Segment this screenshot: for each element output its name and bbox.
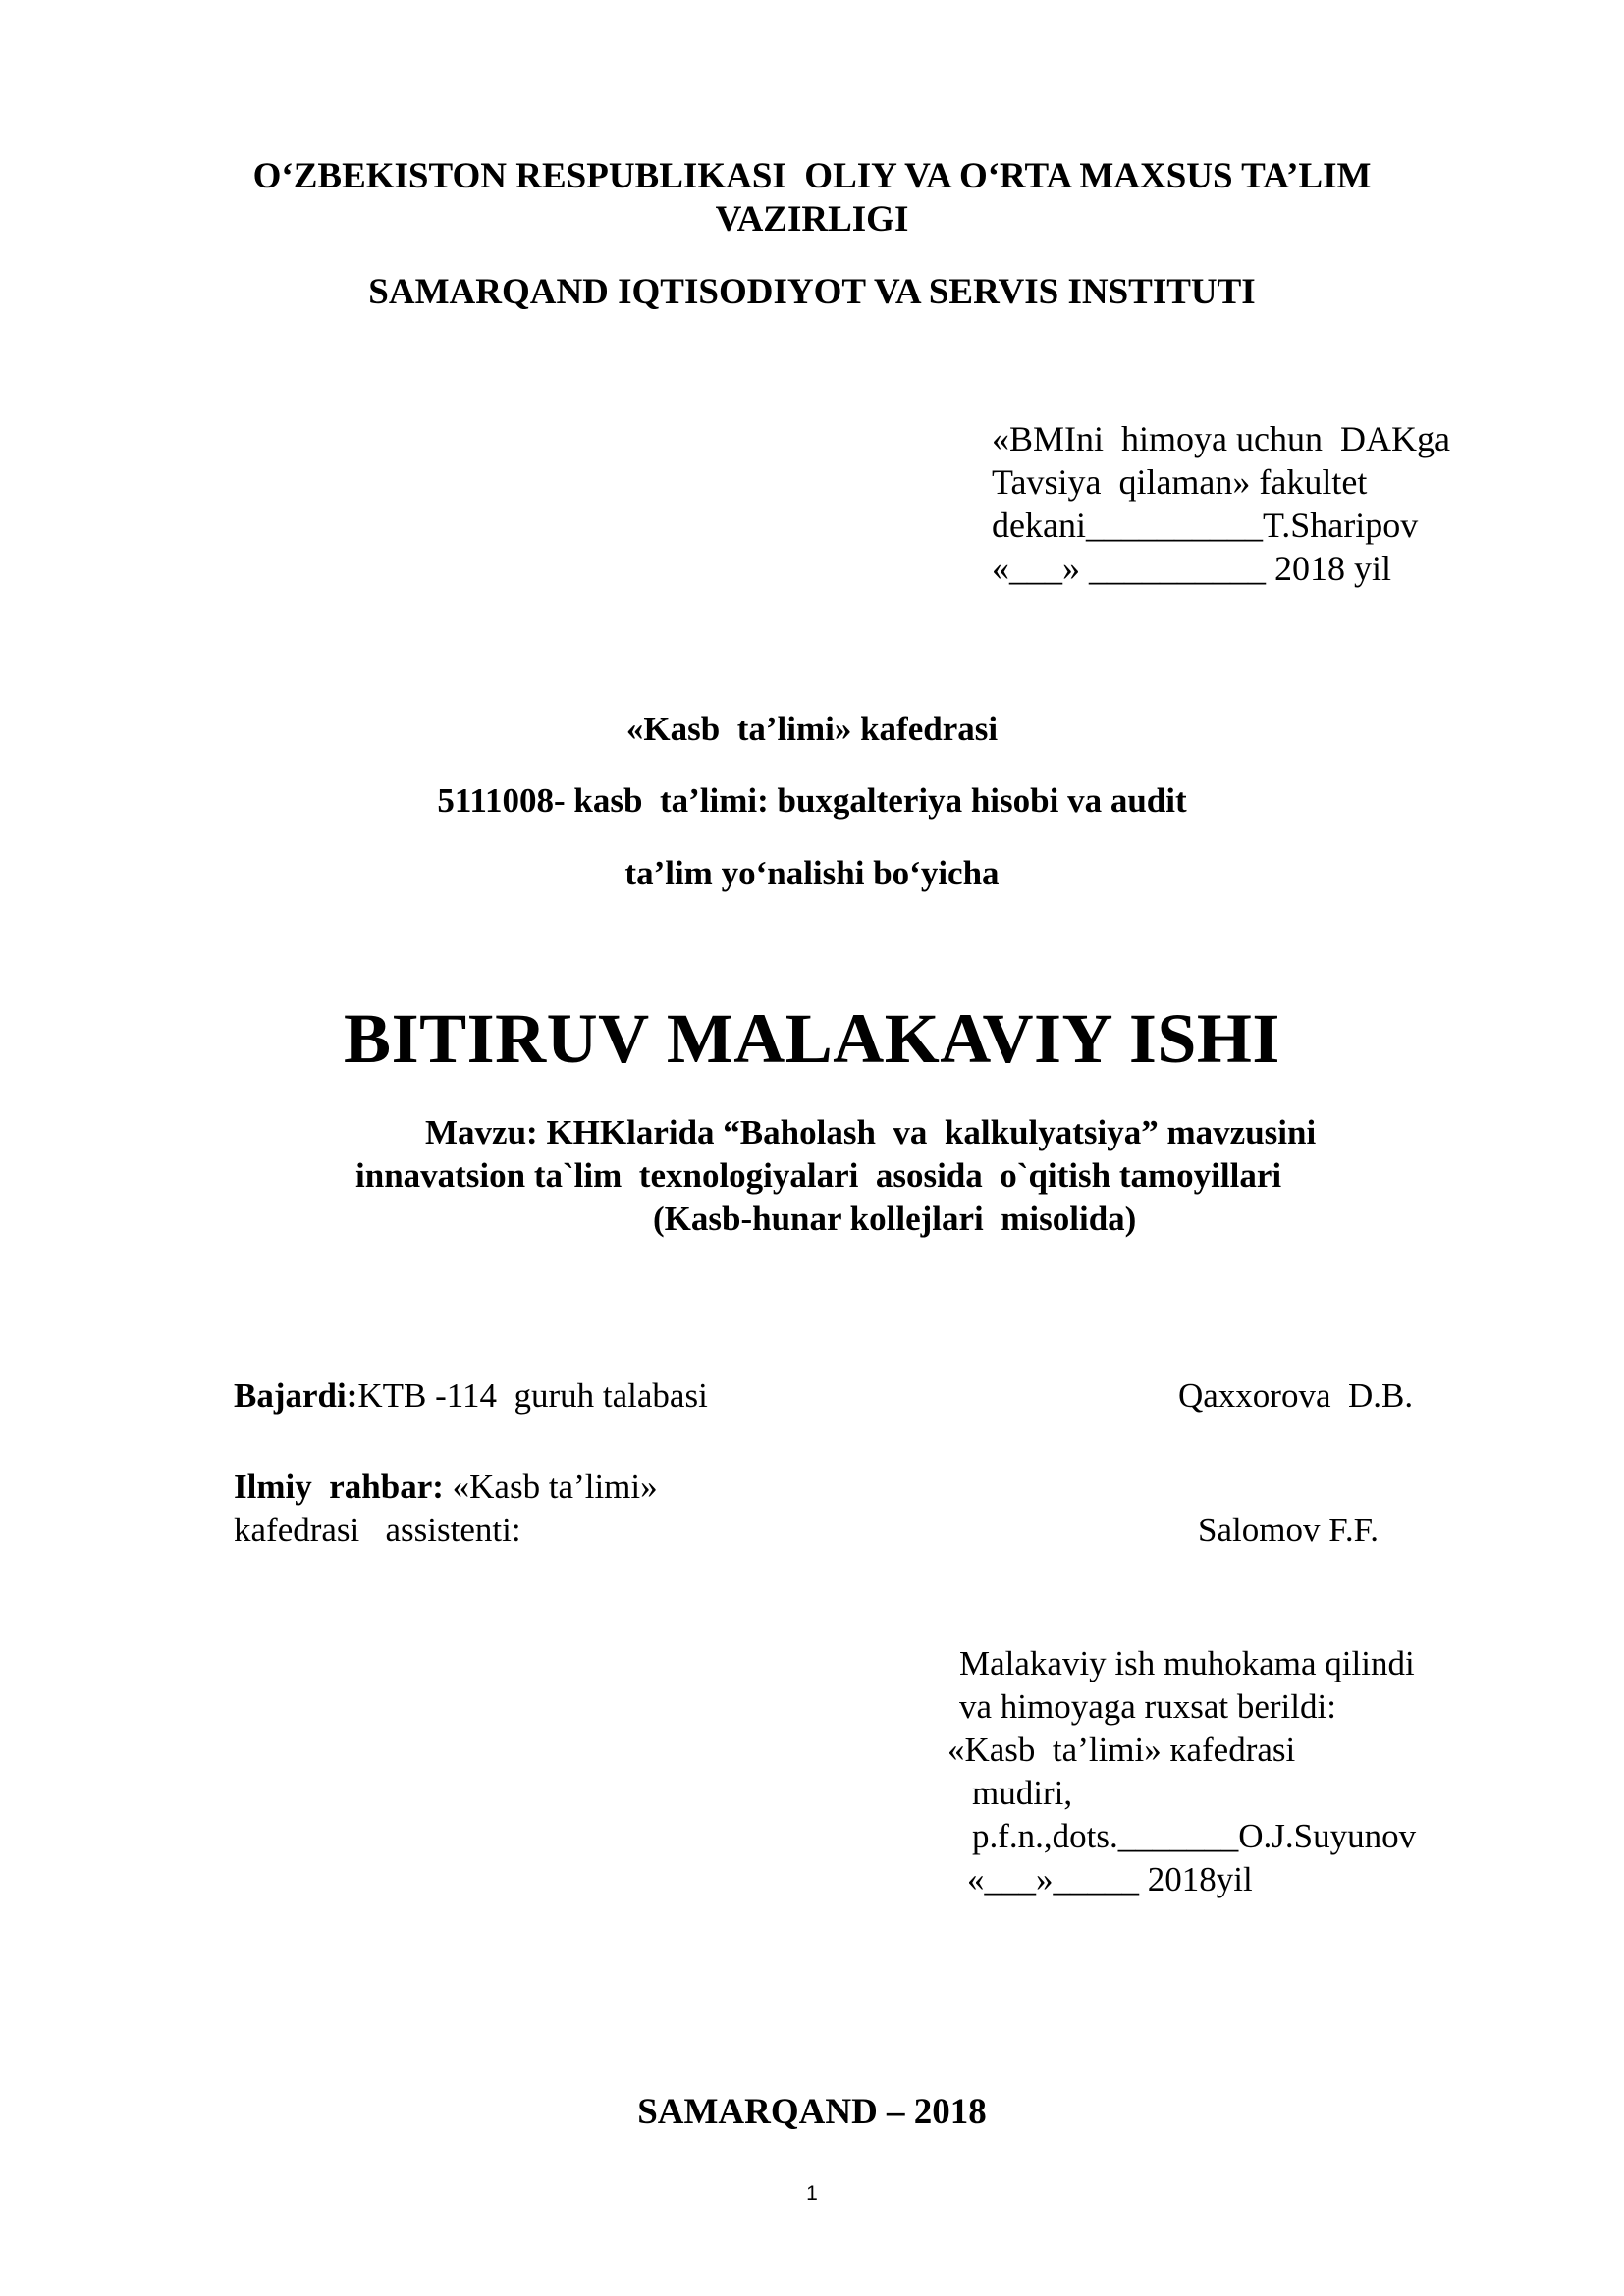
discussion-line: Malakaviy ish muhokama qilindi [959,1644,1415,1682]
approval-line: «___» __________ 2018 yil [992,549,1392,588]
department-name: «Kasb ta’limi» kafedrasi [625,710,999,748]
performer-row [234,1374,708,1416]
discussion-line: «Kasb ta’limi» кafedrasi [947,1731,1296,1769]
city-year: SAMARQAND – 2018 [637,2092,987,2132]
institute-name: SAMARQAND IQTISODIYOT VA SERVIS INSTITUTI [368,272,1256,312]
approval-line: Tavsiya qilaman» fakultet [992,462,1368,502]
topic-line: Mavzu: KHKlarida “Baholash va kalkulyatsiya” mavzusini [425,1113,1317,1151]
performer-name: Qaxxorova D.B. [1178,1376,1414,1415]
performer-label: Bajardi: [234,1376,358,1415]
document-title: BITIRUV MALAKAVIY ISHI [344,999,1280,1078]
page-number: 1 [806,2182,818,2205]
discussion-line: «___»_____ 2018yil [967,1860,1253,1898]
supervisor-name: Salomov F.F. [1198,1511,1380,1549]
supervisor-position: kafedrasi assistenti: [234,1511,521,1549]
discussion-line: va himoyaga ruxsat berildi: [959,1687,1336,1726]
approval-line: dekani__________T.Sharipov [992,506,1419,545]
ministry-name-line1: O‘ZBEKISTON RESPUBLIKASI OLIY VA O‘RTA MAXSUS TA’LIM [252,156,1372,196]
specialty-direction: ta’lim yo‘nalishi bo‘yicha [624,854,1000,892]
performer-group: KTB -114 guruh talabasi [357,1376,708,1415]
ministry-name-line2: VAZIRLIGI [715,199,909,240]
supervisor-label: Ilmiy rahbar: [234,1468,444,1506]
specialty-code: 5111008- kasb ta’limi: buxgalteriya hisobi va audit [437,781,1187,820]
topic-line: innavatsion ta`lim texnologiyalari asosida o`qitish tamoyillari [355,1156,1282,1195]
approval-line: «BMIni himoya uchun DAKga [992,419,1450,458]
discussion-line: p.f.n.,dots._______O.J.Suyunov [972,1817,1417,1855]
supervisor-row [234,1466,658,1508]
topic-line: (Kasb-hunar kollejlari misolida) [653,1200,1137,1238]
supervisor-department: «Kasb ta’limi» [443,1468,658,1506]
discussion-line: mudiri, [972,1774,1073,1812]
